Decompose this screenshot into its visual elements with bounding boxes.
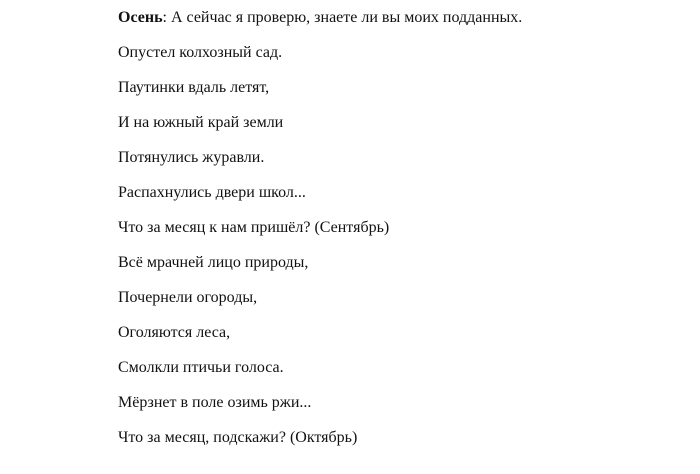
intro-text: : А сейчас я проверю, знаете ли вы моих подданных.	[162, 9, 523, 26]
poem-line-2: Паутинки вдаль летят,	[118, 79, 270, 96]
riddle-answer-october: Что за месяц, подскажи? (Октябрь)	[118, 429, 358, 446]
poem-line-4: Потянулись журавли.	[118, 149, 265, 166]
poem-line-5: Распахнулись двери школ...	[118, 184, 306, 201]
poem-line-11: Мёрзнет в поле озимь ржи...	[118, 394, 312, 411]
poem-line-3: И на южный край земли	[118, 114, 284, 131]
poem-line-9: Оголяются леса,	[118, 324, 231, 341]
poem-line-7: Всё мрачней лицо природы,	[118, 254, 309, 271]
intro-line	[118, 8, 690, 27]
poem-line-10: Смолкли птичьи голоса.	[118, 359, 284, 376]
riddle-answer-september: Что за месяц к нам пришёл? (Сентябрь)	[118, 219, 390, 236]
speaker-name: Осень	[118, 9, 163, 26]
document-page	[118, 8, 690, 474]
poem-line-1: Опустел колхозный сад.	[118, 44, 283, 61]
poem-line-8: Почернели огороды,	[118, 289, 258, 306]
